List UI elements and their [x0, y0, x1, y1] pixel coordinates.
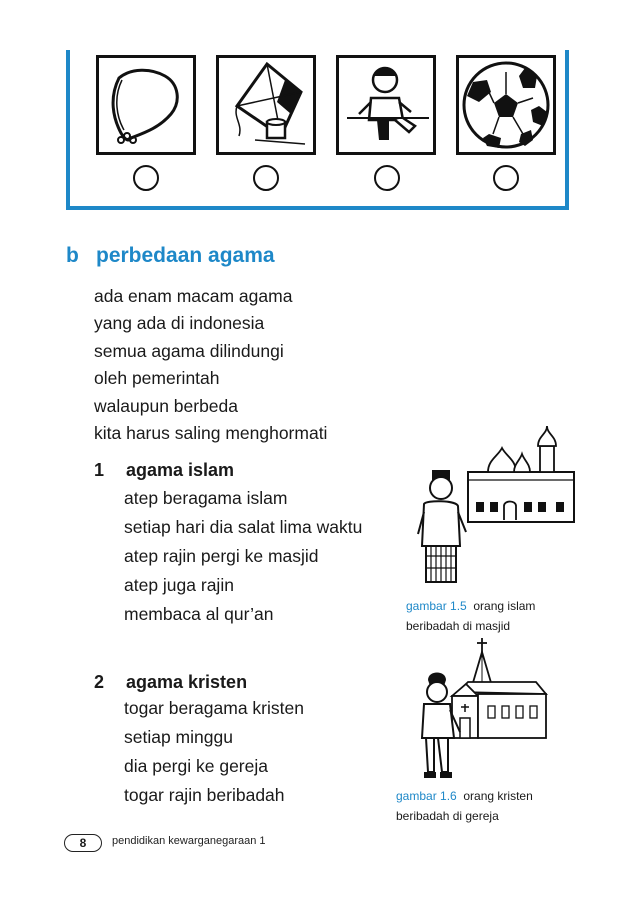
item-number: 1 — [94, 460, 105, 480]
picture-kite — [216, 55, 316, 155]
caption-1 — [406, 596, 535, 636]
soccer-ball-icon — [459, 58, 553, 152]
item-number: 2 — [94, 672, 105, 692]
item-line: membaca al qur’an — [124, 604, 274, 624]
picture-necklace — [96, 55, 196, 155]
item-heading-1 — [94, 460, 234, 481]
answer-circle-3[interactable] — [374, 165, 400, 191]
item-title: agama kristen — [126, 672, 248, 692]
item-line: dia pergi ke gereja — [124, 756, 268, 776]
doll-icon — [339, 58, 433, 152]
book-title: pendidikan kewarganegaraan 1 — [112, 835, 266, 847]
page-number: 8 — [64, 834, 102, 852]
intro-line: yang ada di indonesia — [94, 313, 265, 333]
kite-icon — [219, 58, 313, 152]
section-heading — [66, 244, 275, 268]
answer-circle-1[interactable] — [133, 165, 159, 191]
picture-doll — [336, 55, 436, 155]
item-line: setiap hari dia salat lima waktu — [124, 517, 363, 537]
answer-circle-4[interactable] — [493, 165, 519, 191]
necklace-icon — [99, 58, 193, 152]
caption-2 — [396, 786, 533, 826]
mosque-icon — [410, 420, 580, 590]
intro-line: oleh pemerintah — [94, 368, 220, 388]
intro-line: kita harus saling menghormati — [94, 423, 328, 443]
item-line: atep beragama islam — [124, 488, 288, 508]
intro-line: ada enam macam agama — [94, 286, 293, 306]
caption-text: beribadah di gereja — [396, 809, 499, 823]
caption-figure: gambar 1.6 — [396, 789, 457, 803]
item-title: agama islam — [126, 460, 235, 480]
intro-line: walaupun berbeda — [94, 396, 239, 416]
intro-line: semua agama dilindungi — [94, 341, 284, 361]
picture-soccer-ball — [456, 55, 556, 155]
item-heading-2 — [94, 672, 247, 693]
section-title: perbedaan agama — [96, 244, 275, 267]
section-letter: b — [66, 244, 79, 267]
item-line: atep rajin pergi ke masjid — [124, 546, 319, 566]
caption-text: orang kristen — [463, 789, 533, 803]
item-line: setiap minggu — [124, 727, 233, 747]
item-line: atep juga rajin — [124, 575, 234, 595]
item-line: togar beragama kristen — [124, 698, 304, 718]
caption-text: orang islam — [473, 599, 536, 613]
church-icon — [408, 634, 568, 786]
answer-circle-2[interactable] — [253, 165, 279, 191]
caption-figure: gambar 1.5 — [406, 599, 467, 613]
caption-text: beribadah di masjid — [406, 619, 511, 633]
item-line: togar rajin beribadah — [124, 785, 285, 805]
